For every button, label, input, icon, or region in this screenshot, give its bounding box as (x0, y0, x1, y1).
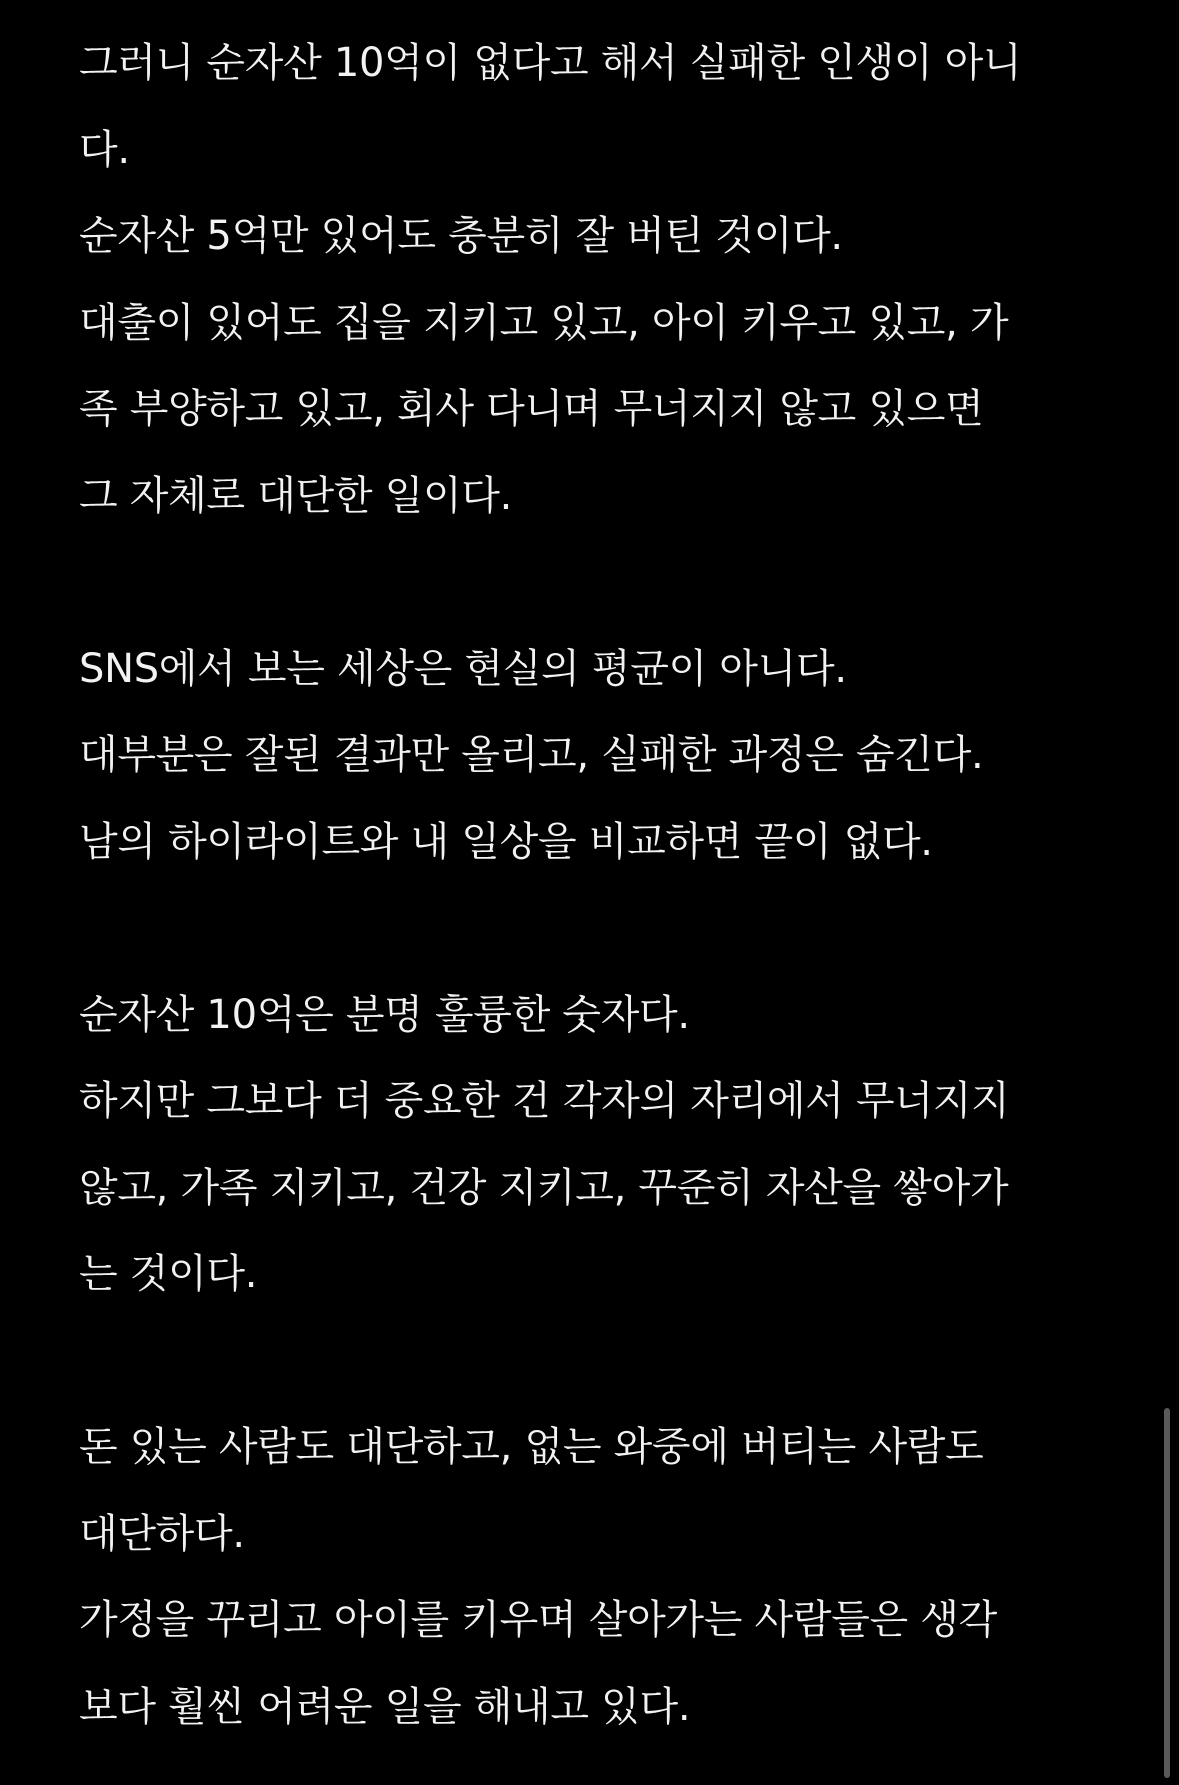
scrollbar-thumb[interactable] (1164, 1408, 1170, 1778)
text-line: 그러니 순자산 10억이 없다고 해서 실패한 인생이 아니 (79, 40, 1022, 86)
text-line: SNS에서 보는 세상은 현실의 평균이 아니다. (79, 645, 847, 692)
text-line: 가정을 꾸리고 아이를 키우며 살아가는 사람들은 생각 (79, 1597, 997, 1643)
text-line: 않고, 가족 지키고, 건강 지키고, 꾸준히 자산을 쌓아가 (79, 1164, 1009, 1211)
text-line: 대단하다. (79, 1510, 245, 1557)
text-line: 순자산 5억만 있어도 충분히 잘 버틴 것이다. (79, 213, 843, 259)
text-line: 순자산 10억은 분명 훌륭한 숫자다. (79, 991, 690, 1038)
text-line: 그 자체로 대단한 일이다. (79, 472, 513, 519)
paragraph-break (79, 539, 1089, 626)
article-body (79, 20, 1089, 1750)
text-line: 족 부양하고 있고, 회사 다니며 무너지지 않고 있으면 (79, 386, 984, 432)
paragraph-break (79, 885, 1089, 972)
text-line: 남의 하이라이트와 내 일상을 비교하면 끝이 없다. (79, 818, 933, 865)
text-line: 하지만 그보다 더 중요한 건 각자의 자리에서 무너지지 (79, 1078, 1010, 1124)
text-line: 대부분은 잘된 결과만 올리고, 실패한 과정은 숨긴다. (79, 732, 984, 778)
text-line: 보다 훨씬 어려운 일을 해내고 있다. (79, 1683, 691, 1730)
paragraph-break (79, 1318, 1089, 1405)
text-line: 다. (79, 126, 130, 173)
text-line: 는 것이다. (79, 1251, 258, 1297)
text-line: 대출이 있어도 집을 지키고 있고, 아이 키우고 있고, 가 (79, 299, 1009, 346)
text-line: 돈 있는 사람도 대단하고, 없는 와중에 버티는 사람도 (79, 1424, 984, 1470)
